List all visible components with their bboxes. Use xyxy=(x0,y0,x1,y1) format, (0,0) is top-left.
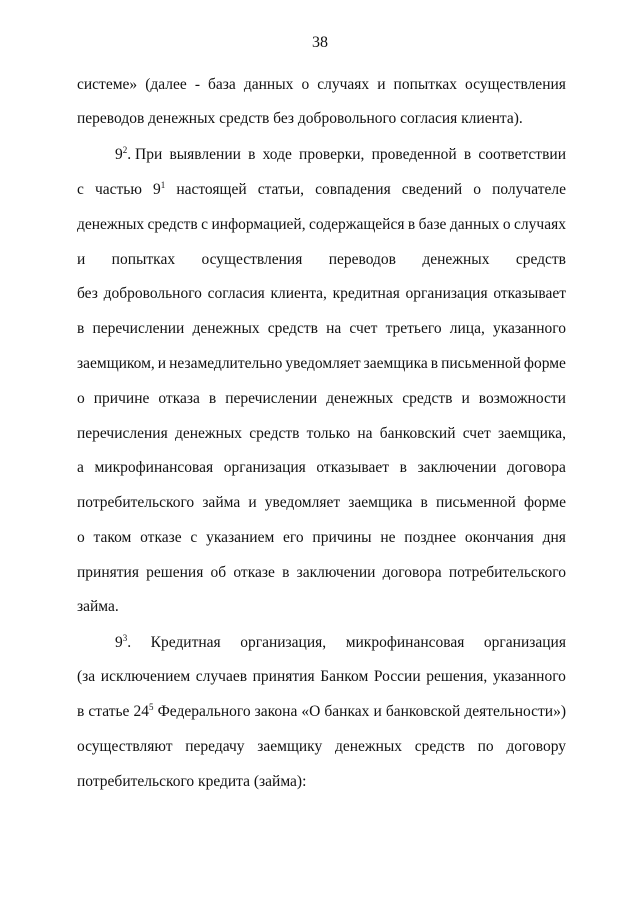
paragraph-heading-line: $9^3$. Кредитная организация, микрофинансовая организация xyxy=(115,633,566,651)
text-line: а микрофинансовая организация отказывает в заключении договора xyxy=(77,459,566,476)
text-line: принятия решения об отказе в заключении договора потребительского xyxy=(77,564,566,581)
text-line: системе» (далее - база данных о случаях и попытках осуществления xyxy=(77,76,566,93)
text-line: о причине отказа в перечислении денежных средств и возможности xyxy=(77,390,566,407)
text-line: в перечислении денежных средств на счет третьего лица, указанного xyxy=(77,320,566,337)
text-line: денежных средств с информацией, содержащейся в базе данных о случаях xyxy=(77,216,566,233)
paragraph-heading-line: $9^2$. При выявлении в ходе проверки, проведенной в соответствии xyxy=(115,145,566,163)
text-line: осуществляют передачу заемщику денежных средств по договору xyxy=(77,738,566,755)
text-line: и попытках осуществления переводов денежных средств xyxy=(77,251,566,268)
text-line: о таком отказе с указанием его причины не позднее окончания дня xyxy=(77,529,566,546)
text-line: (за исключением случаев принятия Банком России решения, указанного xyxy=(77,668,566,685)
page-number: 38 xyxy=(312,34,328,51)
text-line: переводов денежных средств без добровольного согласия клиента). xyxy=(77,110,523,127)
text-line: потребительского кредита (займа): xyxy=(77,773,307,790)
text-line: займа. xyxy=(77,598,119,615)
text-line: без добровольного согласия клиента, кредитная организация отказывает xyxy=(77,285,566,302)
text-line: заемщиком, и незамедлительно уведомляет заемщика в письменной форме xyxy=(77,355,566,372)
text-line: с частью $9^1$ настоящей статьи, совпадения сведений о получателе xyxy=(77,180,566,198)
text-line: перечисления денежных средств только на банковский счет заемщика, xyxy=(77,425,566,442)
text-line: в статье $24^5$ Федерального закона «О банках и банковской деятельности») xyxy=(77,702,566,720)
text-line: потребительского займа и уведомляет заемщика в письменной форме xyxy=(77,494,566,511)
